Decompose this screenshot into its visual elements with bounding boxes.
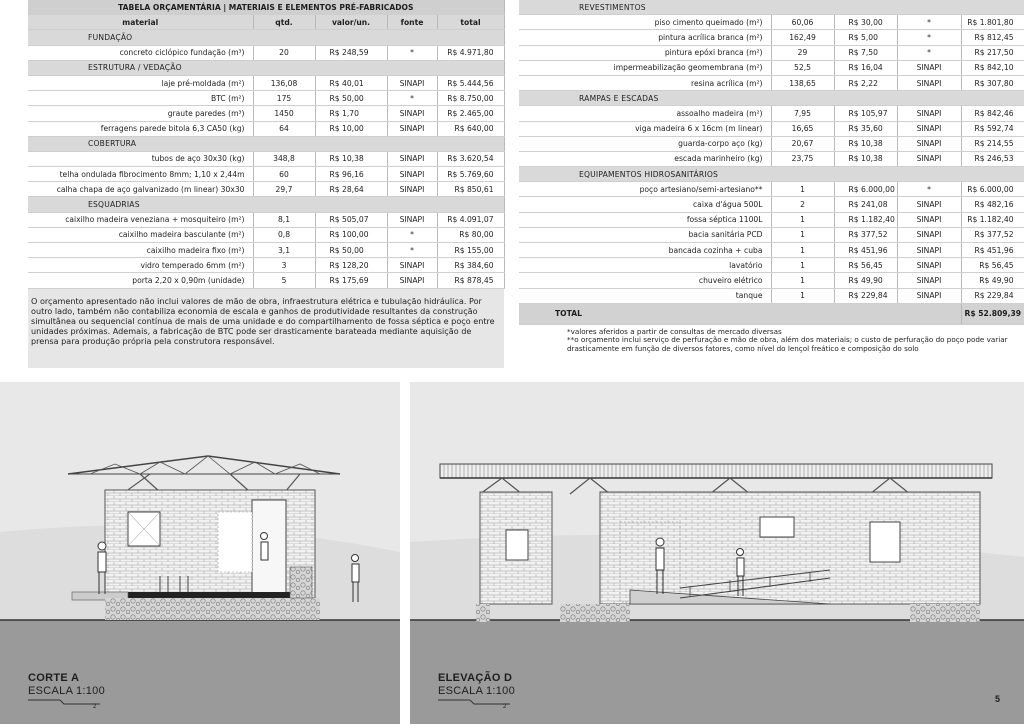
cell-qty: 175 xyxy=(253,91,315,106)
cell-unit-value: R$ 28,64 xyxy=(315,182,387,197)
table-section-row xyxy=(519,167,1024,182)
table-row xyxy=(519,151,1024,166)
cell-material: caixa d'água 500L xyxy=(519,197,771,212)
table-row xyxy=(519,30,1024,45)
cell-material: fossa séptica 1100L xyxy=(519,212,771,227)
cell-qty: 1 xyxy=(771,227,834,242)
cell-total: R$ 377,52 xyxy=(961,227,1024,242)
header-qty: qtd. xyxy=(253,15,315,30)
cell-source: * xyxy=(387,227,437,242)
table-row xyxy=(519,60,1024,75)
cell-material: calha chapa de aço galvanizado (m linear) 30x30 xyxy=(28,182,253,197)
section-label: ESQUADRIAS xyxy=(28,197,504,212)
budget-table-right xyxy=(519,0,1024,325)
cell-qty: 1 xyxy=(771,243,834,258)
table-row xyxy=(28,243,504,258)
cell-unit-value: R$ 505,07 xyxy=(315,212,387,227)
cell-source: SINAPI xyxy=(387,212,437,227)
scale-bar-number-right: 2 xyxy=(503,704,507,710)
header-total: total xyxy=(437,15,504,30)
cell-source: * xyxy=(897,15,961,30)
cell-unit-value: R$ 175,69 xyxy=(315,273,387,288)
left-budget-panel xyxy=(28,0,504,368)
total-label: TOTAL xyxy=(519,303,961,324)
cell-total: R$ 155,00 xyxy=(437,243,504,258)
cell-qty: 1450 xyxy=(253,106,315,121)
cell-total: R$ 5.769,60 xyxy=(437,167,504,182)
cell-material: guarda-corpo aço (kg) xyxy=(519,136,771,151)
drawing-title-left: CORTE A xyxy=(28,672,80,684)
cell-material: escada marinheiro (kg) xyxy=(519,151,771,166)
cell-material: bancada cozinha + cuba xyxy=(519,243,771,258)
table-row xyxy=(28,106,504,121)
cell-material: concreto ciclópico fundação (m³) xyxy=(28,45,253,60)
table-row xyxy=(519,273,1024,288)
table-section-row xyxy=(519,91,1024,106)
table-row xyxy=(28,227,504,242)
cell-qty: 138,65 xyxy=(771,75,834,90)
cell-total: R$ 6.000,00 xyxy=(961,182,1024,197)
cell-qty: 23,75 xyxy=(771,151,834,166)
cell-material: porta 2,20 x 0,90m (unidade) xyxy=(28,273,253,288)
cell-total: R$ 2.465,00 xyxy=(437,106,504,121)
cell-source: SINAPI xyxy=(897,227,961,242)
table-row xyxy=(519,75,1024,90)
cell-total: R$ 4.091,07 xyxy=(437,212,504,227)
cell-total: R$ 307,80 xyxy=(961,75,1024,90)
cell-qty: 136,08 xyxy=(253,75,315,90)
cell-unit-value: R$ 10,38 xyxy=(315,151,387,166)
cell-unit-value: R$ 1.182,40 xyxy=(834,212,897,227)
cell-qty: 3,1 xyxy=(253,243,315,258)
cell-qty: 52,5 xyxy=(771,60,834,75)
table-row xyxy=(28,182,504,197)
section-drawing-corte-a xyxy=(0,382,400,724)
cell-source: SINAPI xyxy=(387,75,437,90)
table-section-row xyxy=(28,197,504,212)
cell-source: SINAPI xyxy=(387,258,437,273)
total-value: R$ 52.809,39 xyxy=(961,303,1024,324)
cell-unit-value: R$ 248,59 xyxy=(315,45,387,60)
cell-material: caixilho madeira veneziana + mosquiteiro (m²) xyxy=(28,212,253,227)
table-row xyxy=(519,197,1024,212)
cell-unit-value: R$ 10,38 xyxy=(834,151,897,166)
cell-source: SINAPI xyxy=(387,121,437,136)
table-row xyxy=(28,91,504,106)
header-material: material xyxy=(28,15,253,30)
header-unit-value: valor/un. xyxy=(315,15,387,30)
cell-source: * xyxy=(897,30,961,45)
cell-source: SINAPI xyxy=(387,182,437,197)
table-row xyxy=(28,258,504,273)
cell-qty: 5 xyxy=(253,273,315,288)
cell-qty: 8,1 xyxy=(253,212,315,227)
cell-qty: 3 xyxy=(253,258,315,273)
cell-total: R$ 49,90 xyxy=(961,273,1024,288)
table-row xyxy=(519,258,1024,273)
section-label: REVESTIMENTOS xyxy=(519,0,1024,15)
table-row xyxy=(28,273,504,288)
cell-total: R$ 842,46 xyxy=(961,106,1024,121)
cell-unit-value: R$ 105,97 xyxy=(834,106,897,121)
header-source: fonte xyxy=(387,15,437,30)
cell-qty: 1 xyxy=(771,182,834,197)
cell-unit-value: R$ 50,00 xyxy=(315,91,387,106)
cell-total: R$ 1.182,40 xyxy=(961,212,1024,227)
budget-disclaimer-note: O orçamento apresentado não inclui valores de mão de obra, infraestrutura elétrica e tubulação hidráulica. Por outro lado, também não contabiliza economia de escala e ganhos de produtividade resultantes da construção simultânea ou sequencial contínua de mais de uma unidade e do compartilhamento de fossa séptica e poço entre unidades próximas. Ademais, a fabricação de BTC pode ser drasticamente barateada mediante aquisição de prensa para produção própria pela construtora responsável. xyxy=(31,296,495,346)
table-section-row xyxy=(519,0,1024,15)
cell-qty: 29 xyxy=(771,45,834,60)
cell-unit-value: R$ 16,04 xyxy=(834,60,897,75)
cell-qty: 29,7 xyxy=(253,182,315,197)
table-row xyxy=(519,288,1024,303)
cell-total: R$ 878,45 xyxy=(437,273,504,288)
right-budget-panel xyxy=(519,0,1024,368)
cell-unit-value: R$ 241,08 xyxy=(834,197,897,212)
cell-material: pintura epóxi branca (m²) xyxy=(519,45,771,60)
budget-table-left xyxy=(28,0,505,289)
cell-source: SINAPI xyxy=(897,60,961,75)
cell-unit-value: R$ 30,00 xyxy=(834,15,897,30)
cell-unit-value: R$ 6.000,00 xyxy=(834,182,897,197)
cell-source: * xyxy=(387,91,437,106)
cell-qty: 1 xyxy=(771,258,834,273)
table-row xyxy=(28,151,504,166)
drawing-scale-left: ESCALA 1:100 xyxy=(28,685,105,697)
cell-qty: 1 xyxy=(771,273,834,288)
cell-total: R$ 1.801,80 xyxy=(961,15,1024,30)
cell-material: telha ondulada fibrocimento 8mm; 1,10 x 2,44m xyxy=(28,167,253,182)
table-row xyxy=(519,45,1024,60)
table-row xyxy=(28,212,504,227)
cell-material: caixilho madeira fixo (m²) xyxy=(28,243,253,258)
cell-material: graute paredes (m³) xyxy=(28,106,253,121)
section-label: ESTRUTURA / VEDAÇÃO xyxy=(28,60,504,75)
cell-unit-value: R$ 96,16 xyxy=(315,167,387,182)
cell-material: BTC (m²) xyxy=(28,91,253,106)
cell-material: ferragens parede bitola 6,3 CA50 (kg) xyxy=(28,121,253,136)
cell-source: SINAPI xyxy=(387,151,437,166)
cell-unit-value: R$ 5,00 xyxy=(834,30,897,45)
footnotes xyxy=(567,328,1017,353)
cell-unit-value: R$ 100,00 xyxy=(315,227,387,242)
cell-qty: 1 xyxy=(771,212,834,227)
table-row xyxy=(28,45,504,60)
footnote-2: **o orçamento inclui serviço de perfuração e mão de obra, além dos materiais; o custo de perfuração do poço pode variar drasticamente em função de diversos fatores, como nível do lençol freático e composição do solo xyxy=(567,335,1008,353)
table-row xyxy=(519,121,1024,136)
cell-material: piso cimento queimado (m²) xyxy=(519,15,771,30)
cell-source: SINAPI xyxy=(897,151,961,166)
cell-material: caixilho madeira basculante (m²) xyxy=(28,227,253,242)
cell-total: R$ 214,55 xyxy=(961,136,1024,151)
cell-unit-value: R$ 10,38 xyxy=(834,136,897,151)
cell-source: * xyxy=(897,45,961,60)
drawing-title-right: ELEVAÇÃO D xyxy=(438,672,513,684)
cell-material: laje pré-moldada (m²) xyxy=(28,75,253,90)
table-title: TABELA ORÇAMENTÁRIA | MATERIAIS E ELEMENTOS PRÉ-FABRICADOS xyxy=(28,0,504,15)
table-row xyxy=(519,243,1024,258)
cell-source: SINAPI xyxy=(897,121,961,136)
cell-unit-value: R$ 35,60 xyxy=(834,121,897,136)
cell-material: chuveiro elétrico xyxy=(519,273,771,288)
cell-source: SINAPI xyxy=(387,167,437,182)
cell-source: * xyxy=(387,243,437,258)
table-row xyxy=(28,167,504,182)
table-row xyxy=(519,182,1024,197)
cell-total: R$ 246,53 xyxy=(961,151,1024,166)
section-label: EQUIPAMENTOS HIDROSANITÁRIOS xyxy=(519,167,1024,182)
cell-material: viga madeira 6 x 16cm (m linear) xyxy=(519,121,771,136)
cell-total: R$ 8.750,00 xyxy=(437,91,504,106)
cell-qty: 16,65 xyxy=(771,121,834,136)
cell-qty: 60 xyxy=(253,167,315,182)
cell-qty: 348,8 xyxy=(253,151,315,166)
table-section-row xyxy=(28,60,504,75)
cell-total: R$ 592,74 xyxy=(961,121,1024,136)
cell-qty: 20 xyxy=(253,45,315,60)
section-label: FUNDAÇÃO xyxy=(28,30,504,45)
cell-source: SINAPI xyxy=(897,212,961,227)
cell-total: R$ 217,50 xyxy=(961,45,1024,60)
cell-total: R$ 384,60 xyxy=(437,258,504,273)
cell-unit-value: R$ 10,00 xyxy=(315,121,387,136)
elevation-drawing-d xyxy=(410,382,1024,724)
cell-unit-value: R$ 128,20 xyxy=(315,258,387,273)
cell-unit-value: R$ 377,52 xyxy=(834,227,897,242)
table-row xyxy=(28,75,504,90)
cell-total: R$ 451,96 xyxy=(961,243,1024,258)
cell-source: SINAPI xyxy=(897,273,961,288)
cell-unit-value: R$ 451,96 xyxy=(834,243,897,258)
cell-source: SINAPI xyxy=(387,273,437,288)
cell-unit-value: R$ 40,01 xyxy=(315,75,387,90)
cell-source: * xyxy=(387,45,437,60)
cell-source: SINAPI xyxy=(387,106,437,121)
table-row xyxy=(519,106,1024,121)
cell-unit-value: R$ 2,22 xyxy=(834,75,897,90)
cell-qty: 0,8 xyxy=(253,227,315,242)
cell-source: SINAPI xyxy=(897,258,961,273)
cell-material: impermeabilização geomembrana (m²) xyxy=(519,60,771,75)
cell-source: * xyxy=(897,182,961,197)
cell-qty: 20,67 xyxy=(771,136,834,151)
cell-source: SINAPI xyxy=(897,197,961,212)
cell-total: R$ 229,84 xyxy=(961,288,1024,303)
cell-material: resina acrílica (m²) xyxy=(519,75,771,90)
table-row xyxy=(28,121,504,136)
cell-total: R$ 5.444,56 xyxy=(437,75,504,90)
cell-qty: 2 xyxy=(771,197,834,212)
cell-material: poço artesiano/semi-artesiano** xyxy=(519,182,771,197)
cell-unit-value: R$ 1,70 xyxy=(315,106,387,121)
cell-total: R$ 3.620,54 xyxy=(437,151,504,166)
cell-total: R$ 482,16 xyxy=(961,197,1024,212)
table-section-row xyxy=(28,30,504,45)
cell-total: R$ 56,45 xyxy=(961,258,1024,273)
cell-source: SINAPI xyxy=(897,75,961,90)
cell-material: lavatório xyxy=(519,258,771,273)
table-row xyxy=(519,227,1024,242)
cell-material: tanque xyxy=(519,288,771,303)
footnote-1: *valores aferidos a partir de consultas de mercado diversas xyxy=(567,327,782,336)
cell-material: vidro temperado 6mm (m²) xyxy=(28,258,253,273)
cell-material: assoalho madeira (m²) xyxy=(519,106,771,121)
cell-total: R$ 812,45 xyxy=(961,30,1024,45)
cell-qty: 162,49 xyxy=(771,30,834,45)
cell-qty: 7,95 xyxy=(771,106,834,121)
table-row xyxy=(519,212,1024,227)
cell-source: SINAPI xyxy=(897,243,961,258)
cell-total: R$ 80,00 xyxy=(437,227,504,242)
section-label: RAMPAS E ESCADAS xyxy=(519,91,1024,106)
cell-qty: 1 xyxy=(771,288,834,303)
cell-material: bacia sanitária PCD xyxy=(519,227,771,242)
cell-source: SINAPI xyxy=(897,136,961,151)
cell-total: R$ 4.971,80 xyxy=(437,45,504,60)
scale-bar-number-left: 2 xyxy=(93,704,97,710)
cell-unit-value: R$ 229,84 xyxy=(834,288,897,303)
cell-total: R$ 842,10 xyxy=(961,60,1024,75)
grand-total-row xyxy=(519,303,1024,324)
drawing-scale-right: ESCALA 1:100 xyxy=(438,685,515,697)
cell-material: pintura acrílica branca (m²) xyxy=(519,30,771,45)
section-label: COBERTURA xyxy=(28,136,504,151)
cell-qty: 64 xyxy=(253,121,315,136)
cell-material: tubos de aço 30x30 (kg) xyxy=(28,151,253,166)
cell-unit-value: R$ 7,50 xyxy=(834,45,897,60)
cell-source: SINAPI xyxy=(897,106,961,121)
table-row xyxy=(519,15,1024,30)
cell-unit-value: R$ 49,90 xyxy=(834,273,897,288)
cell-total: R$ 640,00 xyxy=(437,121,504,136)
cell-total: R$ 850,61 xyxy=(437,182,504,197)
table-row xyxy=(519,136,1024,151)
cell-unit-value: R$ 50,00 xyxy=(315,243,387,258)
cell-qty: 60,06 xyxy=(771,15,834,30)
cell-source: SINAPI xyxy=(897,288,961,303)
cell-unit-value: R$ 56,45 xyxy=(834,258,897,273)
table-section-row xyxy=(28,136,504,151)
page-number: 5 xyxy=(994,694,1000,704)
